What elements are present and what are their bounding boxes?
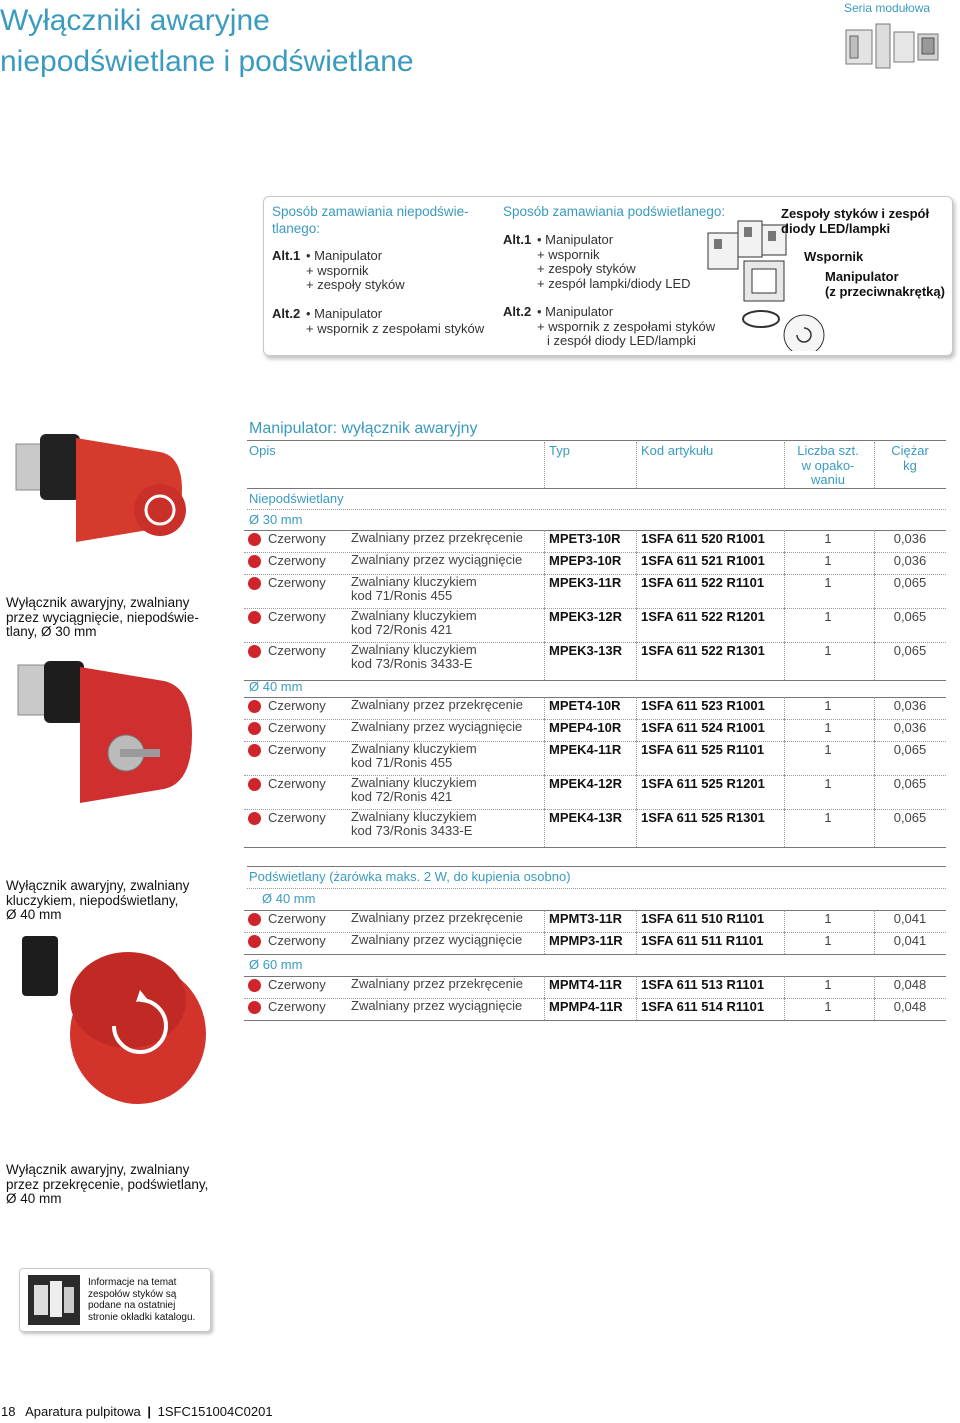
info-line: zespołów styków są (88, 1288, 177, 1300)
divider (874, 608, 875, 642)
row-color: Czerwony (268, 643, 326, 658)
page-title-line2: niepodświetlane i podświetlane (0, 45, 414, 78)
row-qty: 1 (824, 933, 832, 948)
red-color-dot-icon (248, 555, 261, 568)
divider (874, 775, 875, 809)
row-weight: 0,036 (893, 720, 927, 735)
header-line: w opako- (801, 457, 855, 473)
divider (636, 574, 637, 608)
size-60mm-label: Ø 60 mm (249, 957, 303, 972)
row-article-code: 1SFA 611 522 R1101 (641, 575, 765, 590)
footer-section: Aparatura pulpitowa (25, 1404, 141, 1419)
header-line: kg (903, 457, 917, 473)
info-line: podane na ostatniej (88, 1300, 176, 1311)
row-qty: 1 (824, 999, 832, 1014)
order-nonlit-alt2-lines (306, 307, 484, 336)
caption-line: przez wyciągnięcie, niepodświe- (6, 609, 199, 625)
order-lit-alt1-label: Alt.1 (503, 232, 532, 247)
row-color: Czerwony (268, 553, 326, 568)
divider (544, 608, 545, 642)
group-lit-label: Podświetlany (żarówka maks. 2 W, do kupienia osobno) (249, 869, 571, 884)
footer-doc-code: 1SFC151004C0201 (157, 1404, 273, 1419)
divider (244, 1020, 946, 1021)
label-actuator (825, 270, 945, 299)
divider (784, 442, 785, 488)
order-lit-alt2-label: Alt.2 (503, 304, 532, 319)
row-type: MPEK4-13R (549, 810, 622, 825)
row-article-code: 1SFA 611 513 R1101 (641, 977, 765, 992)
order-line: • Manipulator (306, 248, 383, 263)
red-color-dot-icon (248, 645, 261, 658)
row-description: Zwalniany kluczykiem (351, 775, 477, 790)
divider (636, 741, 637, 775)
row-color: Czerwony (268, 531, 326, 546)
footer-separator: | (147, 1404, 151, 1419)
row-description: Zwalniany przez wyciągnięcie (351, 552, 523, 567)
col-header-code: Kod artykułu (641, 443, 714, 458)
turn-release-illuminated-button-image (20, 930, 210, 1110)
row-color: Czerwony (268, 933, 326, 948)
label-holder: Wspornik (804, 249, 864, 264)
label-contact-blocks (781, 207, 929, 236)
divider (784, 552, 785, 574)
row-description: Zwalniany kluczykiem (351, 574, 477, 589)
order-line: + wspornik z zespołami styków (306, 320, 485, 336)
divider (247, 440, 946, 441)
red-color-dot-icon (248, 700, 261, 713)
caption-line: Wyłącznik awaryjny, zwalniany (6, 1162, 190, 1177)
row-weight: 0,065 (893, 742, 927, 757)
caption-turn-release (6, 1163, 208, 1207)
divider (784, 530, 785, 552)
divider (544, 809, 545, 847)
order-line: + wspornik (537, 246, 600, 262)
row-type: MPET4-10R (549, 698, 621, 713)
caption-line: Wyłącznik awaryjny, zwalniany (6, 878, 190, 893)
row-type: MPEP4-10R (549, 720, 622, 735)
red-color-dot-icon (248, 979, 261, 992)
divider (874, 574, 875, 608)
row-qty: 1 (824, 531, 832, 546)
order-line: + zespoły styków (306, 277, 405, 292)
divider (244, 847, 946, 848)
divider (636, 697, 637, 719)
divider (874, 809, 875, 847)
red-color-dot-icon (248, 913, 261, 926)
divider (636, 910, 637, 932)
page-title-line1: Wyłączniki awaryjne (0, 4, 270, 37)
row-color: Czerwony (268, 720, 326, 735)
order-lit-alt2-lines (537, 305, 715, 349)
col-header-type: Typ (549, 443, 570, 458)
info-line: Informacje na temat (88, 1277, 177, 1288)
divider (636, 552, 637, 574)
row-type: MPET3-10R (549, 531, 621, 546)
size-30mm-label: Ø 30 mm (249, 512, 303, 527)
row-article-code: 1SFA 611 524 R1001 (641, 720, 765, 735)
page-footer (1, 1404, 273, 1419)
order-lit-alt1-lines (537, 233, 691, 291)
divider (874, 719, 875, 741)
row-article-code: 1SFA 611 525 R1201 (641, 776, 765, 791)
order-line: + zespoły styków (537, 261, 636, 276)
row-type: MPEK3-12R (549, 609, 622, 624)
row-description-line2: kod 72/Ronis 421 (351, 789, 453, 804)
divider (636, 530, 637, 552)
row-article-code: 1SFA 611 522 R1201 (641, 609, 765, 624)
row-article-code: 1SFA 611 520 R1001 (641, 531, 765, 546)
divider (874, 976, 875, 998)
divider (544, 998, 545, 1020)
row-description: Zwalniany kluczykiem (351, 608, 477, 623)
row-type: MPMT3-11R (549, 911, 622, 926)
col-header-qty (788, 444, 868, 488)
divider (784, 998, 785, 1020)
row-weight: 0,036 (893, 531, 927, 546)
red-color-dot-icon (248, 812, 261, 825)
divider (784, 642, 785, 680)
divider (544, 697, 545, 719)
divider (544, 552, 545, 574)
divider (874, 442, 875, 488)
red-color-dot-icon (248, 778, 261, 791)
divider (784, 574, 785, 608)
row-article-code: 1SFA 611 525 R1101 (641, 742, 765, 757)
row-weight: 0,041 (893, 933, 927, 948)
divider (636, 932, 637, 954)
row-description: Zwalniany przez wyciągnięcie (351, 719, 523, 734)
divider (636, 998, 637, 1020)
row-description: Zwalniany przez przekręcenie (351, 910, 523, 925)
order-line: • Manipulator (306, 306, 383, 321)
row-color: Czerwony (268, 977, 326, 992)
divider (247, 509, 946, 510)
row-qty: 1 (824, 742, 832, 757)
divider (544, 976, 545, 998)
row-type: MPEK3-11R (549, 575, 622, 590)
divider (784, 976, 785, 998)
page-title (0, 0, 414, 82)
divider (544, 530, 545, 552)
red-color-dot-icon (248, 611, 261, 624)
info-text (88, 1277, 195, 1323)
divider (247, 866, 946, 867)
caption-key-release (6, 879, 189, 923)
divider (636, 775, 637, 809)
row-description: Zwalniany przez wyciągnięcie (351, 932, 523, 947)
divider (636, 719, 637, 741)
contact-block-photo-icon (28, 1275, 80, 1325)
row-weight: 0,065 (893, 575, 927, 590)
red-color-dot-icon (248, 722, 261, 735)
row-weight: 0,036 (893, 698, 927, 713)
caption-pull-release (6, 596, 199, 640)
red-color-dot-icon (248, 533, 261, 546)
order-nonlit-alt1-lines (306, 249, 405, 293)
red-color-dot-icon (248, 935, 261, 948)
row-color: Czerwony (268, 609, 326, 624)
row-description: Zwalniany przez przekręcenie (351, 697, 523, 712)
divider (544, 574, 545, 608)
divider (244, 954, 946, 955)
divider (636, 809, 637, 847)
group-nonlit-label: Niepodświetlany (249, 491, 344, 506)
row-description-line2: kod 73/Ronis 3433-E (351, 656, 473, 671)
divider (247, 488, 946, 489)
row-qty: 1 (824, 776, 832, 791)
pull-release-button-image (10, 418, 190, 568)
row-qty: 1 (824, 810, 832, 825)
header-line: waniu (811, 472, 845, 487)
row-type: MPEK4-11R (549, 742, 622, 757)
label-line: (z przeciwnakrętką) (825, 283, 945, 299)
row-color: Czerwony (268, 698, 326, 713)
row-type: MPEK4-12R (549, 776, 622, 791)
order-nonlit-title (272, 203, 469, 237)
order-line: + wspornik z zespołami styków (537, 318, 716, 334)
divider (874, 932, 875, 954)
col-header-weight (880, 444, 940, 473)
divider (874, 697, 875, 719)
row-color: Czerwony (268, 999, 326, 1014)
row-qty: 1 (824, 720, 832, 735)
divider (544, 910, 545, 932)
divider (636, 608, 637, 642)
row-weight: 0,041 (893, 911, 927, 926)
divider (874, 642, 875, 680)
order-line: • Manipulator (537, 232, 614, 247)
divider (784, 608, 785, 642)
key-release-button-image (14, 655, 200, 810)
divider (544, 719, 545, 741)
divider (544, 642, 545, 680)
row-type: MPMP4-11R (549, 999, 623, 1014)
divider (784, 775, 785, 809)
divider (784, 719, 785, 741)
divider (874, 530, 875, 552)
row-description-line2: kod 72/Ronis 421 (351, 622, 453, 637)
order-line: + zespół lampki/diody LED (537, 275, 691, 291)
row-weight: 0,065 (893, 609, 927, 624)
row-weight: 0,048 (893, 999, 927, 1014)
red-color-dot-icon (248, 577, 261, 590)
row-qty: 1 (824, 643, 832, 658)
order-line: + wspornik (306, 262, 369, 278)
caption-line: Ø 40 mm (6, 1191, 62, 1206)
divider (544, 775, 545, 809)
row-description: Zwalniany przez przekręcenie (351, 976, 523, 991)
divider (784, 910, 785, 932)
row-qty: 1 (824, 911, 832, 926)
label-line: Manipulator (825, 269, 899, 284)
order-line: • Manipulator (537, 304, 614, 319)
order-nonlit-title-line2: tlanego: (272, 221, 321, 236)
row-color: Czerwony (268, 575, 326, 590)
row-weight: 0,048 (893, 977, 927, 992)
order-nonlit-alt2-label: Alt.2 (272, 306, 301, 321)
row-color: Czerwony (268, 776, 326, 791)
divider (784, 741, 785, 775)
page-number: 18 (1, 1404, 16, 1419)
order-line: i zespół diody LED/lampki (547, 333, 696, 348)
caption-line: Ø 40 mm (6, 907, 62, 922)
red-color-dot-icon (248, 1001, 261, 1014)
info-line: stronie okładki katalogu. (88, 1311, 196, 1323)
row-type: MPEK3-13R (549, 643, 622, 658)
order-nonlit-title-line1: Sposób zamawiania niepodświe- (272, 204, 469, 219)
row-type: MPMP3-11R (549, 933, 623, 948)
row-qty: 1 (824, 977, 832, 992)
row-description: Zwalniany przez przekręcenie (351, 530, 523, 545)
row-description-line2: kod 73/Ronis 3433-E (351, 823, 473, 838)
ordering-info-box (263, 196, 953, 356)
row-article-code: 1SFA 611 510 R1101 (641, 911, 765, 926)
row-description: Zwalniany przez wyciągnięcie (351, 998, 523, 1013)
order-lit-title: Sposób zamawiania podświetlanego: (503, 204, 726, 219)
red-color-dot-icon (248, 744, 261, 757)
caption-line: Wyłącznik awaryjny, zwalniany (6, 595, 190, 610)
divider (874, 741, 875, 775)
table-title: Manipulator: wyłącznik awaryjny (249, 420, 478, 437)
label-line: Zespoły styków i zespół (781, 206, 930, 221)
caption-line: kluczykiem, niepodświetlany, (6, 892, 179, 908)
row-description-line2: kod 71/Ronis 455 (351, 755, 453, 770)
series-label: Seria modułowa (844, 1, 931, 15)
header-line: Liczba szt. (797, 443, 859, 458)
row-type: MPEP3-10R (549, 553, 622, 568)
divider (244, 680, 946, 681)
row-description: Zwalniany kluczykiem (351, 642, 477, 657)
row-type: MPMT4-11R (549, 977, 622, 992)
row-article-code: 1SFA 611 523 R1001 (641, 698, 765, 713)
divider (784, 809, 785, 847)
row-description: Zwalniany kluczykiem (351, 809, 477, 824)
row-qty: 1 (824, 609, 832, 624)
divider (874, 552, 875, 574)
info-box (19, 1268, 211, 1332)
label-line: diody LED/lampki (781, 220, 891, 236)
size-40mm-label: Ø 40 mm (249, 679, 303, 694)
row-color: Czerwony (268, 742, 326, 757)
divider (636, 442, 637, 488)
divider (247, 888, 946, 889)
divider (544, 932, 545, 954)
row-article-code: 1SFA 611 522 R1301 (641, 643, 765, 658)
col-header-opis: Opis (249, 443, 276, 458)
header-line: Ciężar (891, 443, 929, 458)
row-article-code: 1SFA 611 511 R1101 (641, 933, 764, 948)
row-weight: 0,065 (893, 776, 927, 791)
divider (636, 976, 637, 998)
row-qty: 1 (824, 553, 832, 568)
row-color: Czerwony (268, 911, 326, 926)
size-40mm-lit-label: Ø 40 mm (262, 891, 316, 906)
divider (874, 910, 875, 932)
row-article-code: 1SFA 611 514 R1101 (641, 999, 765, 1014)
divider (636, 642, 637, 680)
caption-line: przez przekręcenie, podświetlany, (6, 1176, 209, 1192)
modular-series-icon (842, 20, 942, 72)
row-color: Czerwony (268, 810, 326, 825)
order-nonlit-alt1-label: Alt.1 (272, 248, 301, 263)
row-weight: 0,036 (893, 553, 927, 568)
row-description-line2: kod 71/Ronis 455 (351, 588, 453, 603)
divider (544, 442, 545, 488)
divider (544, 741, 545, 775)
divider (784, 932, 785, 954)
row-weight: 0,065 (893, 810, 927, 825)
divider (874, 998, 875, 1020)
divider (784, 697, 785, 719)
row-qty: 1 (824, 575, 832, 590)
row-weight: 0,065 (893, 643, 927, 658)
row-article-code: 1SFA 611 525 R1301 (641, 810, 765, 825)
row-description: Zwalniany kluczykiem (351, 741, 477, 756)
caption-line: tlany, Ø 30 mm (6, 624, 97, 639)
row-qty: 1 (824, 698, 832, 713)
row-article-code: 1SFA 611 521 R1001 (641, 553, 765, 568)
